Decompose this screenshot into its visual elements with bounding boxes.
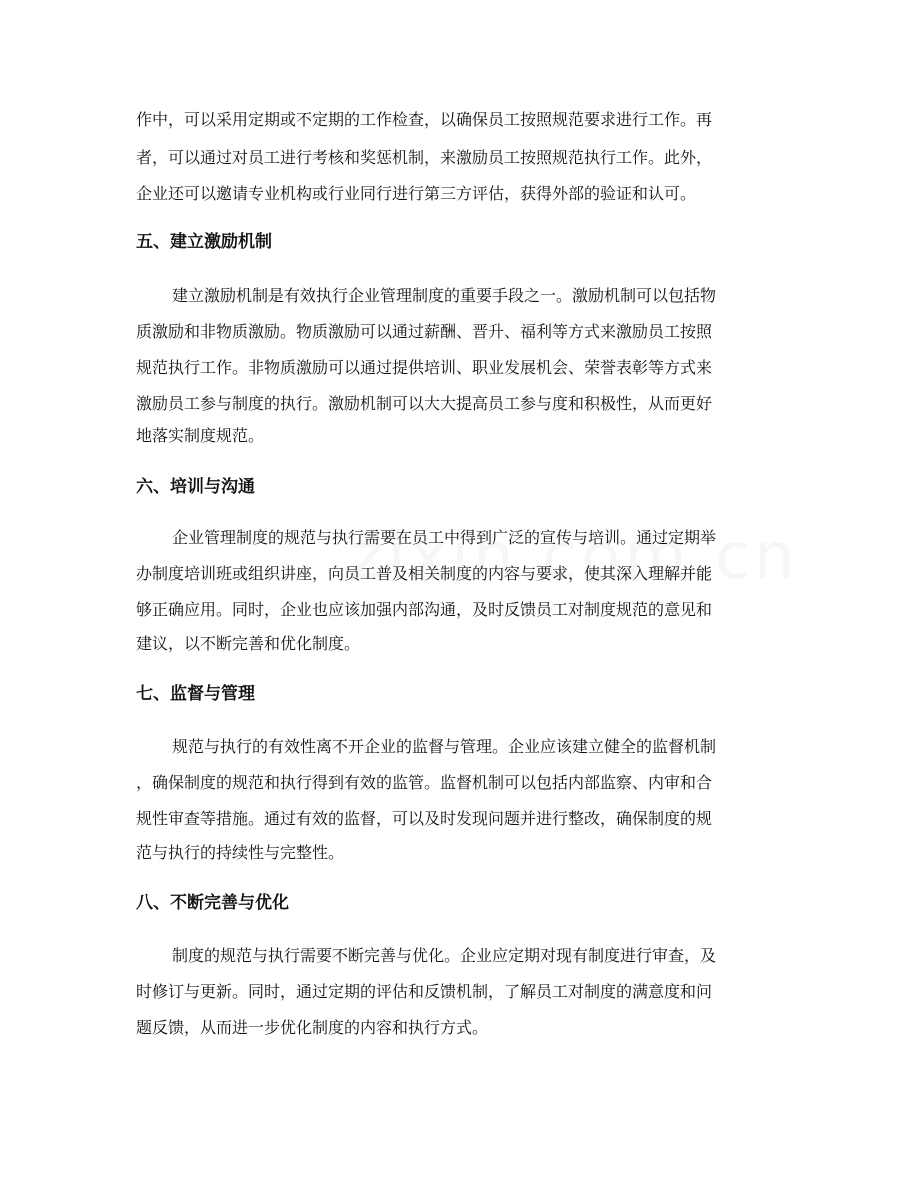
section-heading: 六、培训与沟通 <box>136 477 255 497</box>
paragraph-line: 企业管理制度的规范与执行需要在员工中得到广泛的宣传与培训。通过定期举 <box>172 528 717 547</box>
paragraph-line: 规范执行工作。非物质激励可以通过提供培训、职业发展机会、荣誉表彰等方式来 <box>136 358 713 377</box>
paragraph-line: 范与执行的持续性与完整性。 <box>136 843 345 862</box>
section-heading: 七、监督与管理 <box>136 684 255 704</box>
paragraph-line: 办制度培训班或组织讲座，向员工普及相关制度的内容与要求，使其深入理解并能 <box>136 564 713 583</box>
section-heading: 八、不断完善与优化 <box>136 893 289 913</box>
paragraph-line: 规性审查等措施。通过有效的监督，可以及时发现问题并进行整改，确保制度的规 <box>136 809 713 828</box>
paragraph-line: 制度的规范与执行需要不断完善与优化。企业应定期对现有制度进行审查，及 <box>172 946 717 965</box>
paragraph-line: 激励员工参与制度的执行。激励机制可以大大提高员工参与度和积极性，从而更好 <box>136 394 713 413</box>
paragraph-line: 题反馈，从而进一步优化制度的内容和执行方式。 <box>136 1018 489 1037</box>
paragraph-line: 者，可以通过对员工进行考核和奖惩机制，来激励员工按照规范执行工作。此外， <box>136 148 713 167</box>
paragraph-line: 规范与执行的有效性离不开企业的监督与管理。企业应该建立健全的监督机制 <box>172 737 717 756</box>
paragraph-line: 地落实制度规范。 <box>136 426 265 445</box>
paragraph-line: 够正确应用。同时，企业也应该加强内部沟通，及时反馈员工对制度规范的意见和 <box>136 600 713 619</box>
paragraph-line: 建议，以不断完善和优化制度。 <box>136 634 361 653</box>
section-heading: 五、建立激励机制 <box>136 232 272 252</box>
paragraph-line: ，确保制度的规范和执行得到有效的监管。监督机制可以包括内部监察、内审和合 <box>136 773 713 792</box>
paragraph-line: 时修订与更新。同时，通过定期的评估和反馈机制，了解员工对制度的满意度和问 <box>136 982 713 1001</box>
paragraph-line: 质激励和非物质激励。物质激励可以通过薪酬、晋升、福利等方式来激励员工按照 <box>136 322 713 341</box>
paragraph-line: 建立激励机制是有效执行企业管理制度的重要手段之一。激励机制可以包括物 <box>172 286 717 305</box>
paragraph-line: 企业还可以邀请专业机构或行业同行进行第三方评估，获得外部的验证和认可。 <box>136 184 697 203</box>
paragraph-line: 作中，可以采用定期或不定期的工作检查，以确保员工按照规范要求进行工作。再 <box>136 110 713 129</box>
